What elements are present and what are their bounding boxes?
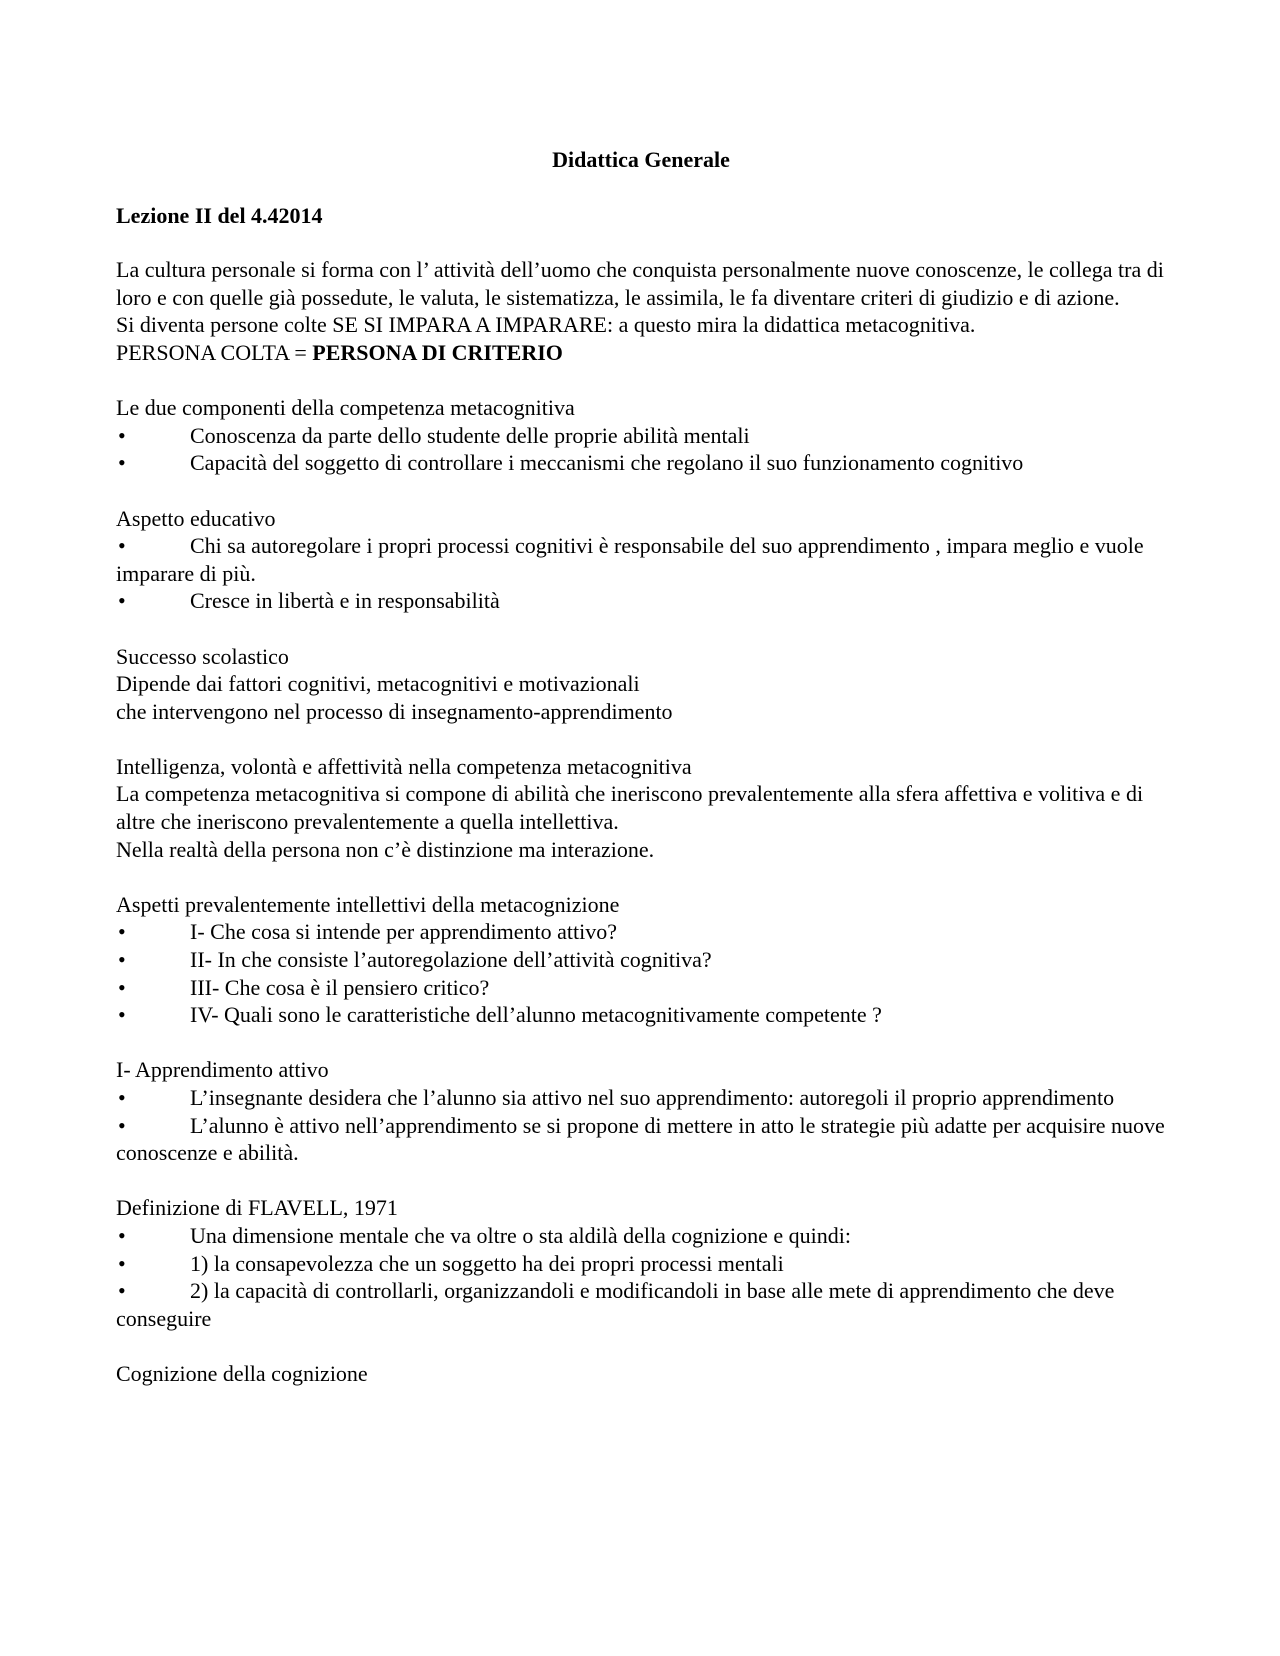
lesson-heading: Lezione II del 4.42014 — [116, 202, 323, 228]
list-item — [116, 1084, 1166, 1112]
list-item-text: III- Che cosa è il pensiero critico? — [190, 974, 490, 1000]
bullet-icon: • — [118, 1085, 126, 1110]
components-section — [116, 394, 1166, 477]
intro-persona-colta — [116, 339, 1166, 367]
list-item-text: 1) la consapevolezza che un soggetto ha dei propri processi mentali — [190, 1250, 784, 1276]
intro-paragraph: La cultura personale si forma con l’ attività dell’uomo che conquista personalmente nuove conoscenze, le collega tra di loro e con quelle già possedute, le valuta, le sistematizza, le assimila, le fa diventare criteri di giudizio e di azione. — [116, 257, 1164, 310]
bullet-icon: • — [118, 1250, 126, 1276]
list-item — [116, 587, 1166, 615]
bullet-icon: • — [118, 919, 126, 945]
document-body — [116, 146, 1166, 1415]
list-item — [116, 974, 1166, 1002]
success-line-2: che intervengono nel processo di insegnamento-apprendimento — [116, 698, 673, 724]
list-item — [116, 918, 1166, 946]
document-title: Didattica Generale — [552, 147, 730, 172]
list-item-text: L’alunno è attivo nell’apprendimento se si propone di mettere in atto le strategie più adatte per acquisire nuove conoscenze e abilità. — [116, 1112, 1165, 1166]
intro-learn-to-learn: Si diventa persone colte SE SI IMPARA A IMPARARE: a questo mira la didattica metacognitiva. — [116, 312, 976, 338]
flavell-heading: Definizione di FLAVELL, 1971 — [116, 1195, 398, 1221]
bullet-icon: • — [118, 422, 126, 448]
list-item — [116, 1001, 1166, 1029]
list-item-text: II- In che consiste l’autoregolazione dell’attività cognitiva? — [190, 947, 712, 973]
list-item — [116, 532, 1166, 587]
active-learning-section — [116, 1056, 1166, 1166]
list-item-text: I- Che cosa si intende per apprendimento attivo? — [190, 919, 618, 945]
list-item-text: Capacità del soggetto di controllare i meccanismi che regolano il suo funzionamento cognitivo — [190, 450, 1024, 476]
bullet-icon: • — [118, 1278, 126, 1304]
list-item — [116, 1112, 1166, 1167]
flavell-section — [116, 1194, 1166, 1332]
list-item-text: IV- Quali sono le caratteristiche dell’alunno metacognitivamente competente ? — [190, 1002, 882, 1028]
list-item-text: 2) la capacità di controllarli, organizzandoli e modificandoli in base alle mete di apprendimento che deve conseguire — [116, 1278, 1115, 1331]
persona-colta-prefix: PERSONA COLTA = — [116, 339, 313, 365]
persona-di-criterio: PERSONA DI CRITERIO — [312, 339, 563, 365]
intro-section — [116, 256, 1166, 366]
list-item — [116, 1250, 1166, 1278]
success-section — [116, 643, 1166, 726]
bullet-icon: • — [118, 533, 126, 559]
bullet-icon: • — [118, 1222, 126, 1248]
bullet-icon: • — [118, 588, 126, 614]
bullet-icon: • — [118, 974, 126, 1000]
educational-heading: Aspetto educativo — [116, 505, 276, 531]
intelligence-heading: Intelligenza, volontà e affettività nella competenza metacognitiva — [116, 753, 692, 779]
intelligence-line-2: Nella realtà della persona non c’è distinzione ma interazione. — [116, 836, 655, 862]
list-item — [116, 1222, 1166, 1250]
bullet-icon: • — [118, 947, 126, 973]
intellectual-heading: Aspetti prevalentemente intellettivi della metacognizione — [116, 891, 620, 917]
list-item-text: Una dimensione mentale che va oltre o sta aldilà della cognizione e quindi: — [190, 1222, 851, 1248]
closing-section — [116, 1360, 1166, 1388]
list-item — [116, 946, 1166, 974]
list-item — [116, 422, 1166, 450]
list-item-text: Chi sa autoregolare i propri processi cognitivi è responsabile del suo apprendimento , impara meglio e vuole imparare di più. — [116, 533, 1144, 586]
intelligence-section — [116, 753, 1166, 863]
intelligence-line-1: La competenza metacognitiva si compone di abilità che ineriscono prevalentemente alla sfera affettiva e volitiva e di altre che ineriscono prevalentemente a quella intellettiva. — [116, 781, 1144, 835]
list-item — [116, 1277, 1166, 1332]
closing-heading: Cognizione della cognizione — [116, 1360, 368, 1386]
educational-section — [116, 505, 1166, 615]
bullet-icon: • — [118, 450, 126, 476]
success-heading: Successo scolastico — [116, 643, 289, 669]
intellectual-section — [116, 891, 1166, 1029]
list-item — [116, 449, 1166, 477]
bullet-icon: • — [118, 1002, 126, 1028]
components-heading: Le due componenti della competenza metacognitiva — [116, 395, 575, 421]
success-line-1: Dipende dai fattori cognitivi, metacognitivi e motivazionali — [116, 671, 640, 697]
bullet-icon: • — [118, 1112, 126, 1138]
list-item-text: Cresce in libertà e in responsabilità — [190, 588, 500, 614]
list-item-text: L’insegnante desidera che l’alunno sia attivo nel suo apprendimento: autoregoli il proprio apprendimento — [190, 1085, 1115, 1110]
active-learning-heading: I- Apprendimento attivo — [116, 1057, 329, 1083]
list-item-text: Conoscenza da parte dello studente delle proprie abilità mentali — [190, 422, 750, 448]
